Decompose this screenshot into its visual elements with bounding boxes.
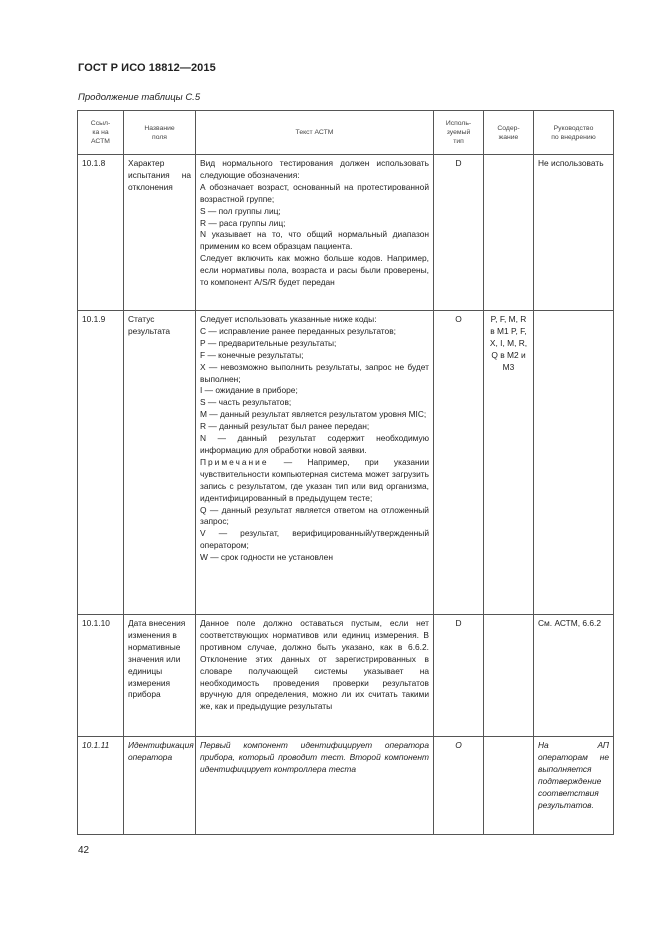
column-header-name: Название поля [124, 111, 196, 155]
cell-ref: 10.1.10 [78, 615, 124, 737]
cell-field-name: Статус результата [124, 311, 196, 615]
note [200, 457, 429, 505]
cell-guide: См. АСТМ, 6.6.2 [534, 615, 614, 737]
table-header-row [78, 111, 614, 155]
document-title: ГОСТ Р ИСО 18812—2015 [78, 62, 216, 74]
cell-astm-text: Данное поле должно оставаться пустым, если нет соответствующих нормативов или единиц измерения. В противном случае, должно быть указано, как в 6.6.2. Отклонение этих данных от зарегистрированных в словаре получающей системы указывает на необходимость проведения проверки результатов вручную для определения, можно ли их считать такими же, как и предыдущие результаты [196, 615, 434, 737]
table-row [78, 155, 614, 311]
cell-type: D [434, 615, 484, 737]
column-header-guide: Руководство по внедрению [534, 111, 614, 155]
table-row [78, 311, 614, 615]
cell-field-name: Идентификация оператора [124, 737, 196, 835]
note-label: Примечание [200, 456, 269, 467]
cell-content [484, 737, 534, 835]
astm-table [77, 110, 614, 835]
cell-guide [534, 311, 614, 615]
table-row [78, 737, 614, 835]
cell-field-name: Дата внесения изменения в нормативные значения или единицы измерения прибора [124, 615, 196, 737]
column-header-ref: Ссыл- ка на АСТМ [78, 111, 124, 155]
column-header-type: Исполь- зуемый тип [434, 111, 484, 155]
note-text: — Например, при указании чувствительности компьютерная система может загрузить запись с результатом, где указан тип или вид организма, идентифицированный в предыдущем тесте; [200, 456, 429, 503]
cell-astm-text: Следует использовать указанные ниже коды: С — исправление ранее переданных результатов; Р — предварительные результаты; F — конечные результаты; X — невозможно выполнить результаты, запрос не будет выполнен; I — ожидание в приборе; S — часть результатов; M — данный результат является результатом уровня MIC; R — данный результат был ранее передан; N — данный результат содержит необходимую информацию для обработки новой заявки. Примечание — Например, при указании чувствительности компьютерная система может загрузить запись с результатом, где указан тип или вид организма, идентифицированный в предыдущем тесте; Q — данный результат является ответом на отложенный запрос; V — результат, верифицированный/утвержденный оператором; W — срок годности не установлен [196, 311, 434, 615]
cell-content [484, 155, 534, 311]
column-header-text: Текст АСТМ [196, 111, 434, 155]
cell-field-name: Характер испытания на отклонения [124, 155, 196, 311]
cell-ref: 10.1.9 [78, 311, 124, 615]
cell-ref: 10.1.8 [78, 155, 124, 311]
cell-type: D [434, 155, 484, 311]
cell-astm-text: Вид нормального тестирования должен использовать следующие обозначения: А обозначает возраст, основанный на протестированной возрастной группе; S — пол группы лиц; R — раса группы лиц; N указывает на то, что общий нормальный диапазон применим ко всем образцам пациента. Следует включить как можно больше кодов. Например, если нормативы пола, возраста и расы были проверены, то компонент A/S/R будет передан [196, 155, 434, 311]
page-number: 42 [78, 845, 90, 856]
cell-guide: На АП операторам не выполняется подтверждение соответствия результатов. [534, 737, 614, 835]
column-header-content: Содер- жание [484, 111, 534, 155]
cell-ref: 10.1.11 [78, 737, 124, 835]
cell-content: P, F, M, R в M1 P, F, X, I, M, R, Q в M2 и M3 [484, 311, 534, 615]
table-row [78, 615, 614, 737]
cell-content [484, 615, 534, 737]
cell-guide: Не использовать [534, 155, 614, 311]
table-caption: Продолжение таблицы С.5 [78, 92, 201, 103]
cell-astm-text: Первый компонент идентифицирует оператора прибора, который проводит тест. Второй компонент идентифицирует контроллера теста [196, 737, 434, 835]
cell-type: O [434, 737, 484, 835]
cell-type: O [434, 311, 484, 615]
